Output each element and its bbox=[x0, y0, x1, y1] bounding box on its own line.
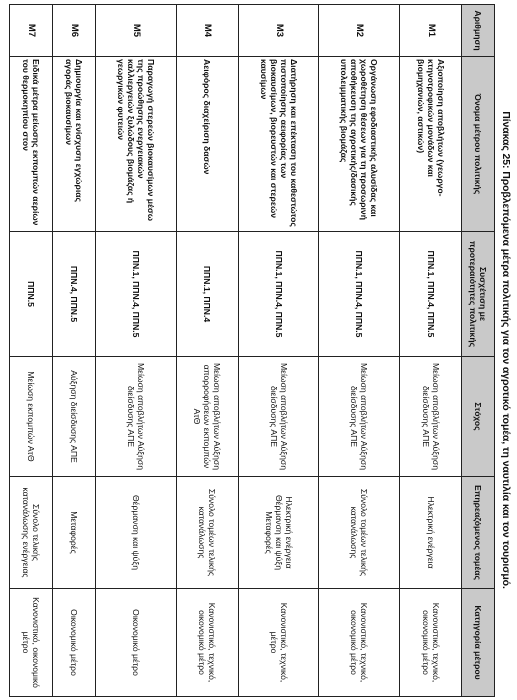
row-name: Οργάνωση εφοδιαστικής αλυσίδας και χωροθέτηση θέσεων για τη προσωρινή αποθήκευση της αγροτικής/δασικής υπολειμματικής βιομάζας bbox=[319, 57, 400, 232]
row-relation: ΠΠΝ.1, ΠΠΝ.4, ΠΠΝ.5 bbox=[400, 232, 462, 357]
table-row bbox=[10, 5, 53, 697]
row-category: Κανονιστικό, οικονομικό μέτρο bbox=[10, 589, 53, 697]
row-category: Κανονιστικό, τεχνικό, οικονομικό μέτρο bbox=[319, 589, 400, 697]
row-goal: Μείωση εκπομπών ΑτΘ bbox=[10, 357, 53, 477]
row-relation: ΠΠΝ.1, ΠΠΝ.4, ΠΠΝ.5 bbox=[238, 232, 319, 357]
row-relation: ΠΠΝ.5 bbox=[10, 232, 53, 357]
row-code: Μ2 bbox=[319, 5, 400, 57]
table-row bbox=[53, 5, 96, 697]
header-relation: Συσχέτιση με προτεραιότητες πολιτικής bbox=[462, 232, 495, 357]
row-name: Δημιουργία και ενίσχυση εγχώριας αγοράς βιοκαυσίμων bbox=[53, 57, 96, 232]
row-sector: Ηλεκτρική ενέργεια Θέρμανση και ψύξη Μεταφορές bbox=[238, 477, 319, 589]
row-name: Διατήρηση και επέκταση του καθεστώτος πιστοποίησης αειφορίας των βιοκαυσίμων, βιορευστών και στερεών καυσίμων bbox=[238, 57, 319, 232]
row-code: Μ4 bbox=[176, 5, 238, 57]
table-row bbox=[238, 5, 319, 697]
row-goal: Μείωση αποβλήτων Αύξηση απορροφήσεων εκπομπών ΑτΘ bbox=[176, 357, 238, 477]
row-relation: ΠΠΝ.1, ΠΠΝ.4 bbox=[176, 232, 238, 357]
header-category: Κατηγορία μέτρου bbox=[462, 589, 495, 697]
row-code: Μ7 bbox=[10, 5, 53, 57]
row-category: Οικονομικό μέτρο bbox=[53, 589, 96, 697]
row-relation: ΠΠΝ.1, ΠΠΝ.4, ΠΠΝ.5 bbox=[96, 232, 177, 357]
row-goal: Μείωση αποβλήτων Αύξηση διείσδυσης ΑΠΕ bbox=[400, 357, 462, 477]
header-sector: Επηρεαζόμενος τομέας bbox=[462, 477, 495, 589]
row-name: Αξιοποίηση αποβλήτων (γεωργο-κτηνοτροφικών μονάδων και βιομηχανιών, αστικών) bbox=[400, 57, 462, 232]
row-code: Μ1 bbox=[400, 5, 462, 57]
row-goal: Μείωση αποβλήτων Αύξηση διείσδυσης ΑΠΕ bbox=[238, 357, 319, 477]
header-code: Αριθμηση bbox=[462, 5, 495, 57]
header-name: Όνομα μέτρου πολιτικής bbox=[462, 57, 495, 232]
row-sector: Θέρμανση και ψύξη bbox=[96, 477, 177, 589]
row-sector: Σύνολο τομέων τελικής κατανάλωσης bbox=[319, 477, 400, 589]
row-name: Παραγωγή στερεών βιοκαυσίμων μέσω της προώθησης ενεργειακών καλλιεργειών ξυλώδους βιομάζας ή γεωργικών φυτειών bbox=[96, 57, 177, 232]
table-header bbox=[462, 5, 495, 697]
policy-measures-table bbox=[9, 4, 495, 697]
row-name: Ειδικά μέτρα μείωσης εκπομπών αερίων του θερμοκηπίου στον bbox=[10, 57, 53, 232]
row-relation: ΠΠΝ.1, ΠΠΝ.4, ΠΠΝ.5 bbox=[319, 232, 400, 357]
row-code: Μ5 bbox=[96, 5, 177, 57]
row-goal: Μείωση αποβλήτων Αύξηση διείσδυσης ΑΠΕ bbox=[96, 357, 177, 477]
row-code: Μ6 bbox=[53, 5, 96, 57]
row-code: Μ3 bbox=[238, 5, 319, 57]
row-sector: Σύνολο τομέων τελικής κατανάλωσης bbox=[176, 477, 238, 589]
row-category: Κανονιστικό, τεχνικό, οικονομικό μέτρο bbox=[400, 589, 462, 697]
row-category: Κανονιστικό, τεχνικό, οικονομικό μέτρο bbox=[176, 589, 238, 697]
row-category: Οικονομικό μέτρο bbox=[96, 589, 177, 697]
header-row bbox=[462, 5, 495, 697]
table-row bbox=[176, 5, 238, 697]
table-row bbox=[400, 5, 462, 697]
table-body bbox=[10, 5, 462, 697]
table-row bbox=[96, 5, 177, 697]
row-name: Αειφόρος διαχείριση δασών bbox=[176, 57, 238, 232]
row-sector: Σύνολο τελικής κατανάλωσης ενέργειας bbox=[10, 477, 53, 589]
row-sector: Μεταφορές bbox=[53, 477, 96, 589]
header-goal: Στόχος bbox=[462, 357, 495, 477]
row-goal: Μείωση αποβλήτων Αύξηση διείσδυσης ΑΠΕ bbox=[319, 357, 400, 477]
row-relation: ΠΠΝ.4, ΠΠΝ.5 bbox=[53, 232, 96, 357]
table-caption: Πίνακας 25: Προβλεπόμενα μέτρα πολιτικής για τον αγροτικό τομέα, τη ναυτιλία και τον τουρισμό. bbox=[500, 111, 512, 589]
row-category: Κανονιστικό, τεχνικό, μέτρο bbox=[238, 589, 319, 697]
table-row bbox=[319, 5, 400, 697]
row-sector: Ηλεκτρική ενέργεια bbox=[400, 477, 462, 589]
row-goal: Αύξηση διείσδυσης ΑΠΕ bbox=[53, 357, 96, 477]
